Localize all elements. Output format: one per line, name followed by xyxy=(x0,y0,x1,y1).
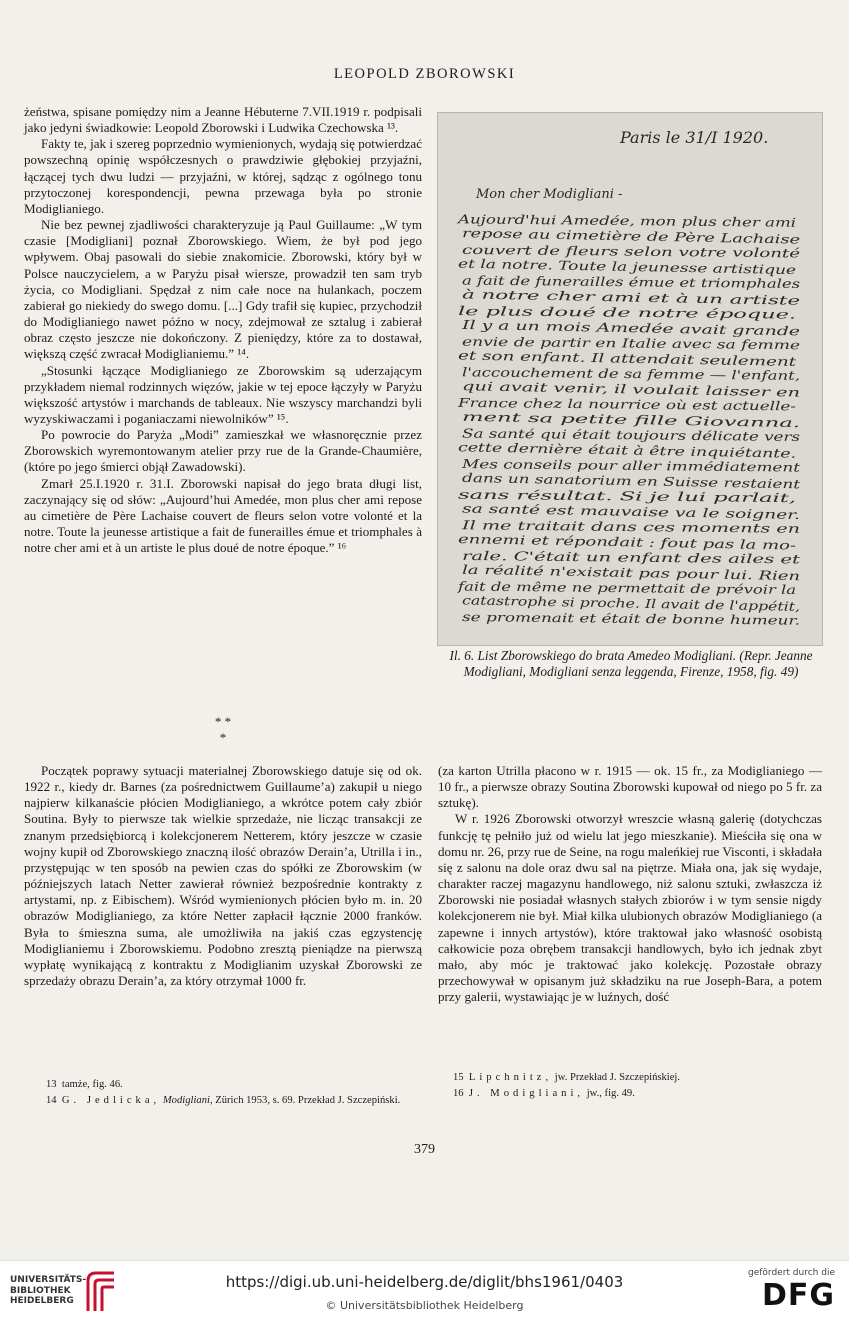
letter-date: Paris le 31/I 1920. xyxy=(620,128,769,147)
permalink-url[interactable]: https://digi.ub.uni-heidelberg.de/diglit/bhs1961/0403 xyxy=(225,1273,624,1291)
letter-facsimile xyxy=(437,112,823,646)
letter-line: Il y a un mois Amedée avait grande xyxy=(461,317,681,337)
letter-line: couvert de fleurs selon votre volonté xyxy=(461,242,689,260)
letter-line: le plus doué de notre époque. xyxy=(457,304,642,320)
letter-line: repose au cimetière de Père Lachaise xyxy=(461,226,695,245)
footnote xyxy=(46,1093,426,1109)
section-separator: * xyxy=(219,730,227,745)
footnote-number: 13 xyxy=(46,1079,57,1090)
paragraph: (za karton Utrilla płacono w r. 1915 — ok. 15 fr., za Modiglianiego — 10 fr., a pierwsze obrazy Soutina Zborowski kupował od niego po 5 fr. za sztukę). xyxy=(438,763,822,811)
footnote-text: Zürich 1953, s. 69. Przekład J. Szczepiński. xyxy=(215,1094,401,1106)
letter-line: rale. C'était un enfant des ailes et xyxy=(461,548,672,566)
footnote-number: 16 xyxy=(453,1087,464,1099)
letter-line: cette dernière était à être inquiétante. xyxy=(457,440,697,459)
footnote-author: J. Modigliani, xyxy=(468,1087,585,1099)
body-text-top-left xyxy=(24,104,422,556)
library-name-line: BIBLIOTHEK xyxy=(10,1285,71,1296)
paragraph: żeństwa, spisane pomiędzy nim a Jeanne Hébuterne 7.VII.1919 r. podpisali jako jedyni świadkowie: Leopold Zborowski i Ludwika Czechowska ¹³. xyxy=(24,104,422,136)
letter-line: à notre cher ami et à un artiste xyxy=(461,287,656,306)
footnote-number: 14 xyxy=(46,1094,57,1106)
body-text-bottom-right xyxy=(438,763,822,1005)
footnotes-left xyxy=(46,1077,426,1108)
letter-line: ennemi et répondait : fout pas la mo- xyxy=(457,532,688,551)
letter-line: envie de partir en Italie avec sa femme xyxy=(461,334,704,352)
letter-line: France chez la nourrice où est actuelle- xyxy=(457,395,704,413)
paragraph: Zmarł 25.I.1920 r. 31.I. Zborowski napisał do jego brata długi list, zaczynający się od słów: „Aujourd’hui Amedée, mon plus cher ami repose au cimetière de Père Lachaise couvert de fleurs selon votre volonté et la notre. Toute la jeunesse artistique a fait de funerailles émue et triomphales à notre cher ami et à un artiste le plus doué de notre époque.” ¹⁶ xyxy=(24,475,422,556)
sponsor-label: gefördert durch die xyxy=(748,1268,835,1278)
viewer-footer xyxy=(0,1260,849,1321)
footnotes-right xyxy=(453,1070,833,1101)
paragraph: W r. 1926 Zborowski otworzył wreszcie własną galerię (dotychczas funkcję tę pełniło już od wielu lat jego mieszkanie). Mieściła się ona w domu nr. 26, przy rue de Seine, na rogu maleńkiej rue Visconti, i składała się z salonu na dole oraz dwu sal na piętrze. Miała ona, jak się wydaje, charakter raczej magazynu handlowego, niż salonu sztuki, zwłaszcza iż Zborowski nie posiadał własnych stałych zbiorów i w tym sensie nigdy kolekcjonerem nie był. Miał kilka ulubionych obrazów Modiglianiego (a zapewne i innych artystów), które traktował jako własność osobistą całkowicie poza obrębem transakcji handlowych, było ich jednak zbyt mało, aby móc je traktować jako kolekcję. Pozostałe obrazy przechowywał w opisanym już składziku na rue Joseph-Bara, a potem przy galerii, wystawiając je w luźnych, dość xyxy=(438,811,822,1005)
copyright-notice: © Universitätsbibliothek Heidelberg xyxy=(325,1299,524,1312)
paragraph: Początek poprawy sytuacji materialnej Zborowskiego datuje się od ok. 1922 r., kiedy dr. Barnes (za pośrednictwem Guillaume’a) zakupił u niego najpierw kilkanaście płócien Modiglianiego, a wkrótce potem cały zbiór Soutina. Były to pierwsze tak wielkie sprzedaże, nie licząc transakcji ze znanym przedsiębiorcą i kolekcjonerem Netterem, który jeszcze w czasie wojny kupił od Zborowskiego znaczną ilość obrazów Derain’a, Utrilla i in., przystępując w ten sposób na pewien czas do spółki ze Zborowskim (w późniejszych latach Netter zawierał również bezpośrednie kontrakty z artystami, np. z Eibischem). Wśród wymienionych płócien było m. in. 20 obrazów Modiglianiego, za które Netter zapłacił łącznie 2000 franków. Była to śmieszna suma, ale umożliwiła na jakiś czas egzystencję Modiglianiemu i Zborowskiemu. Podobno zresztą pieniądze na pierwszą wypłatę wynikającą z kontraktu z Modiglianim uzyskał Zborowski ze sprzedaży obrazu Derain’a, za który otrzymał 1000 fr. xyxy=(24,763,422,989)
letter-line: sans résultat. Si je lui parlait, xyxy=(457,487,641,504)
letter-line: qui avait venir, il voulait laisser en xyxy=(461,379,675,398)
letter-line: l'accouchement de sa femme — l'enfant, xyxy=(461,365,712,382)
footnote-text: jw. Przekład J. Szczepińskiej. xyxy=(554,1072,681,1083)
footnote-text: tamże, fig. 46. xyxy=(61,1079,123,1090)
paragraph: Fakty te, jak i szereg poprzednio wymienionych, wydają się potwierdzać powszechną opinię współczesnych o prawdziwie głębokiej przyjaźni, łączącej tych dwu ludzi — przyjaźni, w której, sądząc z ogólnego tonu przytoczonej korespondencji, pewna przewaga była po stronie Modiglianiego. xyxy=(24,136,422,216)
figure-caption: Il. 6. List Zborowskiego do brata Amedeo Modigliani. (Repr. Jeanne Modigliani, Modigliani senza leggenda, Firenze, 1958, fig. 49) xyxy=(449,648,813,679)
letter-line: Il me traitait dans ces moments en xyxy=(461,518,677,535)
page-number: 379 xyxy=(414,1142,435,1157)
paragraph: Nie bez pewnej zjadliwości charakteryzuje ją Paul Guillaume: „W tym czasie [Modigliani] poznał Zborowskiego. Wiem, że był pod jego wpływem. Obaj pasowali do siebie znakomicie. Zborowski, który był w Polsce nauczycielem, a w Paryżu pisał wiersze, prowadził ten sam tryb życia, co Modigliani. Spędzał z nim całe noce na hulankach, poczem zabierał go niekiedy do swego domu. [...] Gdy trafił się kupiec, przychodził do Modiglianiego nawet późno w nocy, zdejmował ze sztalug i zabierał obraz często jeszcze nie dokończony. Z pieniędzy, które za to dostawał, większą część zwracał Modiglianiemu.” ¹⁴. xyxy=(24,217,422,362)
dfg-logo[interactable]: DFG xyxy=(761,1278,835,1313)
letter-line: et son enfant. Il attendait seulement xyxy=(457,348,684,367)
library-name-line: HEIDELBERG xyxy=(10,1296,74,1306)
paragraph: „Stosunki łączące Modiglianiego ze Zborowskim są uderzającym przykładem niemal rodzinnych więzów, jakie w tej epoce łączyły w Paryżu większość artystów i marchands de tableaux. Nie wszyscy marchandzi byli wyzyskiwaczami i poganiaczami niewolników” ¹⁵. xyxy=(24,362,422,426)
letter-line: se promenait et était de bonne humeur. xyxy=(461,610,707,627)
footnote-author: G. Jedlicka, xyxy=(61,1094,161,1106)
letter-line: Mes conseils pour aller immédiatement xyxy=(461,457,707,474)
letter-line: dans un sanatorium en Suisse restaient xyxy=(461,470,707,490)
footnote-author: Lipchnitz, xyxy=(468,1072,553,1083)
footnote-text: jw., fig. 49. xyxy=(586,1087,635,1099)
footnote xyxy=(46,1077,426,1093)
letter-line: catastrophe si proche. Il avait de l'appétit, xyxy=(461,593,725,613)
footnote xyxy=(453,1086,833,1102)
footnote-number: 15 xyxy=(453,1072,464,1083)
letter-line: la réalité n'existait pas pour lui. Rien xyxy=(461,562,692,582)
section-separator: * * xyxy=(214,714,232,729)
letter-line: Sa santé qui était toujours délicate vers xyxy=(461,426,709,444)
footnote-title: Modigliani, xyxy=(162,1094,213,1106)
handwritten-letter xyxy=(438,113,822,645)
letter-line: sa santé est mauvaise va le soigner. xyxy=(461,501,683,520)
body-text-bottom-left xyxy=(24,763,422,989)
letter-line: Aujourd'hui Amedée, mon plus cher ami xyxy=(457,212,707,229)
footnote xyxy=(453,1070,833,1086)
letter-line: fait de même ne permettait de prévoir la xyxy=(457,579,710,597)
paragraph: Po powrocie do Paryża „Modi” zamieszkał we własnoręcznie przez Zborowskich wyremontowanym atelier przy rue de la Grande-Chaumière, (które po jego śmierci objął Zawadowski). xyxy=(24,427,422,475)
running-head: LEOPOLD ZBOROWSKI xyxy=(333,66,516,82)
letter-line: ment sa petite fille Giovanna. xyxy=(461,409,644,428)
letter-salutation: Mon cher Modigliani - xyxy=(476,187,623,202)
letter-line: a fait de funerailles émue et triomphales xyxy=(461,273,714,291)
letter-line: et la notre. Toute la jeunesse artistique xyxy=(457,256,701,276)
library-name-line: UNIVERSITÄTS- xyxy=(10,1275,87,1285)
